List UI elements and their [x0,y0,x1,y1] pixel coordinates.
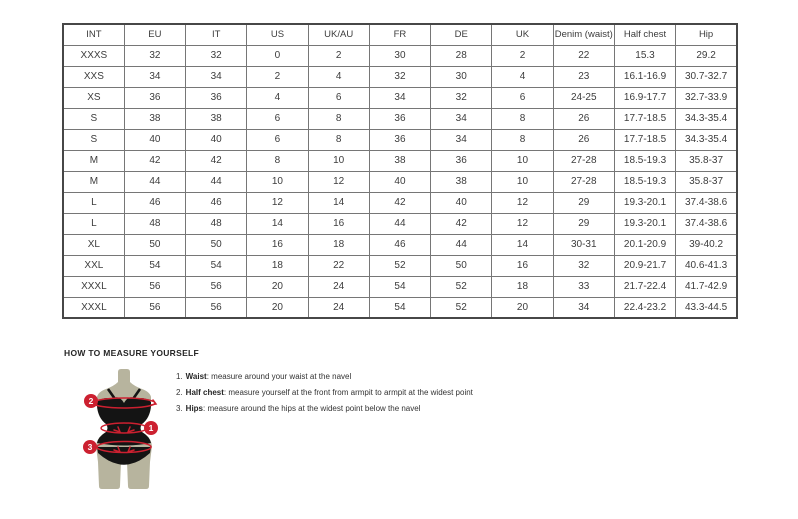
table-cell: 36 [124,87,185,108]
table-cell: L [63,213,124,234]
table-cell: 17.7-18.5 [614,129,675,150]
table-cell: 40 [431,192,492,213]
table-cell: 44 [186,171,247,192]
table-cell: 18 [308,234,369,255]
table-cell: 14 [308,192,369,213]
table-cell: 27-28 [553,150,614,171]
table-cell: 28 [431,45,492,66]
table-cell: 8 [308,108,369,129]
table-cell: 20.1-20.9 [614,234,675,255]
table-cell: 4 [308,66,369,87]
table-cell: 16 [308,213,369,234]
size-table-body [63,45,737,318]
table-cell: 27-28 [553,171,614,192]
table-cell: 52 [369,255,430,276]
table-cell: 29 [553,213,614,234]
measure-instruction-waist [176,369,473,385]
table-cell: 16.1-16.9 [614,66,675,87]
measure-instruction-half-chest [176,385,473,401]
table-cell: S [63,129,124,150]
table-cell: 8 [247,150,308,171]
table-cell: 22.4-23.2 [614,297,675,318]
table-cell: 40 [124,129,185,150]
table-row [63,297,737,318]
measure-guide-section [64,348,724,498]
table-cell: XXS [63,66,124,87]
instruction-text: : measure around the hips at the widest point below the navel [203,404,421,413]
table-row [63,192,737,213]
table-cell: 22 [308,255,369,276]
table-row [63,213,737,234]
measure-badge-waist [144,421,158,435]
table-cell: 56 [124,297,185,318]
instruction-number: 3. [176,404,183,413]
table-cell: 36 [369,129,430,150]
table-cell: 42 [124,150,185,171]
table-cell: XS [63,87,124,108]
table-cell: 12 [308,171,369,192]
table-cell: 52 [431,276,492,297]
table-cell: 52 [431,297,492,318]
instruction-number: 2. [176,388,183,397]
svg-text:2: 2 [88,396,94,406]
table-cell: 26 [553,129,614,150]
instruction-text: : measure yourself at the front from armpit to armpit at the widest point [223,388,473,397]
table-cell: 8 [308,129,369,150]
table-cell: 56 [186,297,247,318]
table-cell: 44 [431,234,492,255]
table-row [63,87,737,108]
mannequin-figure [72,366,176,498]
size-conversion-table [62,23,738,319]
column-header: US [247,24,308,45]
table-cell: 54 [124,255,185,276]
table-cell: 42 [369,192,430,213]
table-cell: 54 [369,297,430,318]
measure-instructions [176,369,473,417]
table-row [63,45,737,66]
table-cell: 32 [186,45,247,66]
table-cell: 17.7-18.5 [614,108,675,129]
svg-text:1: 1 [148,423,154,433]
table-cell: 34 [431,129,492,150]
table-cell: 44 [124,171,185,192]
table-cell: 2 [308,45,369,66]
measure-instruction-hips [176,401,473,417]
table-cell: 23 [553,66,614,87]
mannequin-illustration [72,366,176,498]
table-row [63,150,737,171]
instruction-number: 1. [176,372,183,381]
table-cell: 40.6-41.3 [676,255,737,276]
table-cell: 36 [186,87,247,108]
table-cell: 18 [492,276,553,297]
table-cell: 54 [186,255,247,276]
instruction-text: : measure around your waist at the navel [206,372,352,381]
table-cell: 14 [492,234,553,255]
table-row [63,276,737,297]
table-cell: 42 [431,213,492,234]
table-cell: 14 [247,213,308,234]
table-cell: 34.3-35.4 [676,108,737,129]
table-cell: 12 [247,192,308,213]
table-cell: 32.7-33.9 [676,87,737,108]
table-cell: XL [63,234,124,255]
table-cell: 34 [124,66,185,87]
table-cell: 40 [186,129,247,150]
size-chart-section [62,23,738,319]
table-cell: 50 [186,234,247,255]
table-cell: 16.9-17.7 [614,87,675,108]
table-cell: 44 [369,213,430,234]
table-cell: 22 [553,45,614,66]
table-cell: 10 [308,150,369,171]
table-cell: 33 [553,276,614,297]
instruction-term: Half chest [185,388,224,397]
table-cell: 29.2 [676,45,737,66]
table-cell: 18.5-19.3 [614,171,675,192]
table-cell: 20.9-21.7 [614,255,675,276]
table-cell: 24-25 [553,87,614,108]
table-cell: 30.7-32.7 [676,66,737,87]
table-cell: XXXL [63,297,124,318]
table-row [63,108,737,129]
table-cell: 54 [369,276,430,297]
table-cell: 20 [492,297,553,318]
table-cell: 50 [124,234,185,255]
column-header: UK [492,24,553,45]
table-cell: 18.5-19.3 [614,150,675,171]
size-table-head-row [63,24,737,45]
measure-badge-hips [83,440,97,454]
column-header: IT [186,24,247,45]
column-header: UK/AU [308,24,369,45]
table-cell: 24 [308,276,369,297]
table-cell: 26 [553,108,614,129]
table-cell: 48 [186,213,247,234]
size-table-head [63,24,737,45]
table-cell: S [63,108,124,129]
table-cell: 2 [247,66,308,87]
table-cell: 6 [308,87,369,108]
table-cell: XXXL [63,276,124,297]
table-cell: 35.8-37 [676,150,737,171]
table-cell: 6 [492,87,553,108]
table-cell: 48 [124,213,185,234]
table-cell: 19.3-20.1 [614,192,675,213]
table-cell: 29 [553,192,614,213]
table-cell: 20 [247,297,308,318]
table-cell: XXL [63,255,124,276]
column-header: FR [369,24,430,45]
measure-guide-heading: HOW TO MEASURE YOURSELF [64,348,200,358]
table-cell: 37.4-38.6 [676,213,737,234]
table-cell: 42 [186,150,247,171]
table-cell: 56 [124,276,185,297]
table-row [63,255,737,276]
table-cell: 34 [369,87,430,108]
table-cell: 30 [431,66,492,87]
table-cell: 34.3-35.4 [676,129,737,150]
table-cell: 30-31 [553,234,614,255]
column-header: INT [63,24,124,45]
table-row [63,171,737,192]
table-cell: 34 [431,108,492,129]
table-cell: 32 [431,87,492,108]
table-cell: 36 [369,108,430,129]
table-cell: 15.3 [614,45,675,66]
table-cell: 24 [308,297,369,318]
table-cell: 38 [369,150,430,171]
table-cell: 0 [247,45,308,66]
table-cell: 37.4-38.6 [676,192,737,213]
table-cell: 12 [492,213,553,234]
table-cell: 46 [369,234,430,255]
table-cell: 39-40.2 [676,234,737,255]
table-cell: M [63,150,124,171]
table-cell: 46 [186,192,247,213]
table-cell: 10 [492,171,553,192]
table-row [63,129,737,150]
table-cell: 10 [247,171,308,192]
table-cell: 20 [247,276,308,297]
table-cell: 32 [369,66,430,87]
table-cell: 34 [553,297,614,318]
table-cell: 32 [124,45,185,66]
table-cell: 38 [186,108,247,129]
table-cell: 34 [186,66,247,87]
table-cell: 38 [124,108,185,129]
table-cell: 8 [492,129,553,150]
column-header: Half chest [614,24,675,45]
table-cell: 56 [186,276,247,297]
table-cell: 36 [431,150,492,171]
table-cell: 16 [492,255,553,276]
table-cell: 41.7-42.9 [676,276,737,297]
measure-badge-chest [84,394,98,408]
column-header: Hip [676,24,737,45]
table-cell: 21.7-22.4 [614,276,675,297]
column-header: EU [124,24,185,45]
table-cell: 6 [247,108,308,129]
column-header: DE [431,24,492,45]
table-cell: L [63,192,124,213]
table-cell: 6 [247,129,308,150]
instruction-term: Waist [185,372,207,381]
table-cell: 18 [247,255,308,276]
table-cell: 35.8-37 [676,171,737,192]
table-cell: 19.3-20.1 [614,213,675,234]
table-cell: XXXS [63,45,124,66]
table-cell: 12 [492,192,553,213]
table-cell: 4 [247,87,308,108]
table-row [63,234,737,255]
table-cell: 4 [492,66,553,87]
table-cell: 2 [492,45,553,66]
table-cell: 46 [124,192,185,213]
table-cell: 32 [553,255,614,276]
table-cell: 16 [247,234,308,255]
svg-text:3: 3 [87,442,93,452]
table-cell: 50 [431,255,492,276]
table-cell: 8 [492,108,553,129]
instruction-term: Hips [185,404,204,413]
table-cell: 30 [369,45,430,66]
column-header: Denim (waist) [553,24,614,45]
table-cell: M [63,171,124,192]
table-cell: 43.3-44.5 [676,297,737,318]
table-row [63,66,737,87]
table-cell: 10 [492,150,553,171]
table-cell: 40 [369,171,430,192]
table-cell: 38 [431,171,492,192]
